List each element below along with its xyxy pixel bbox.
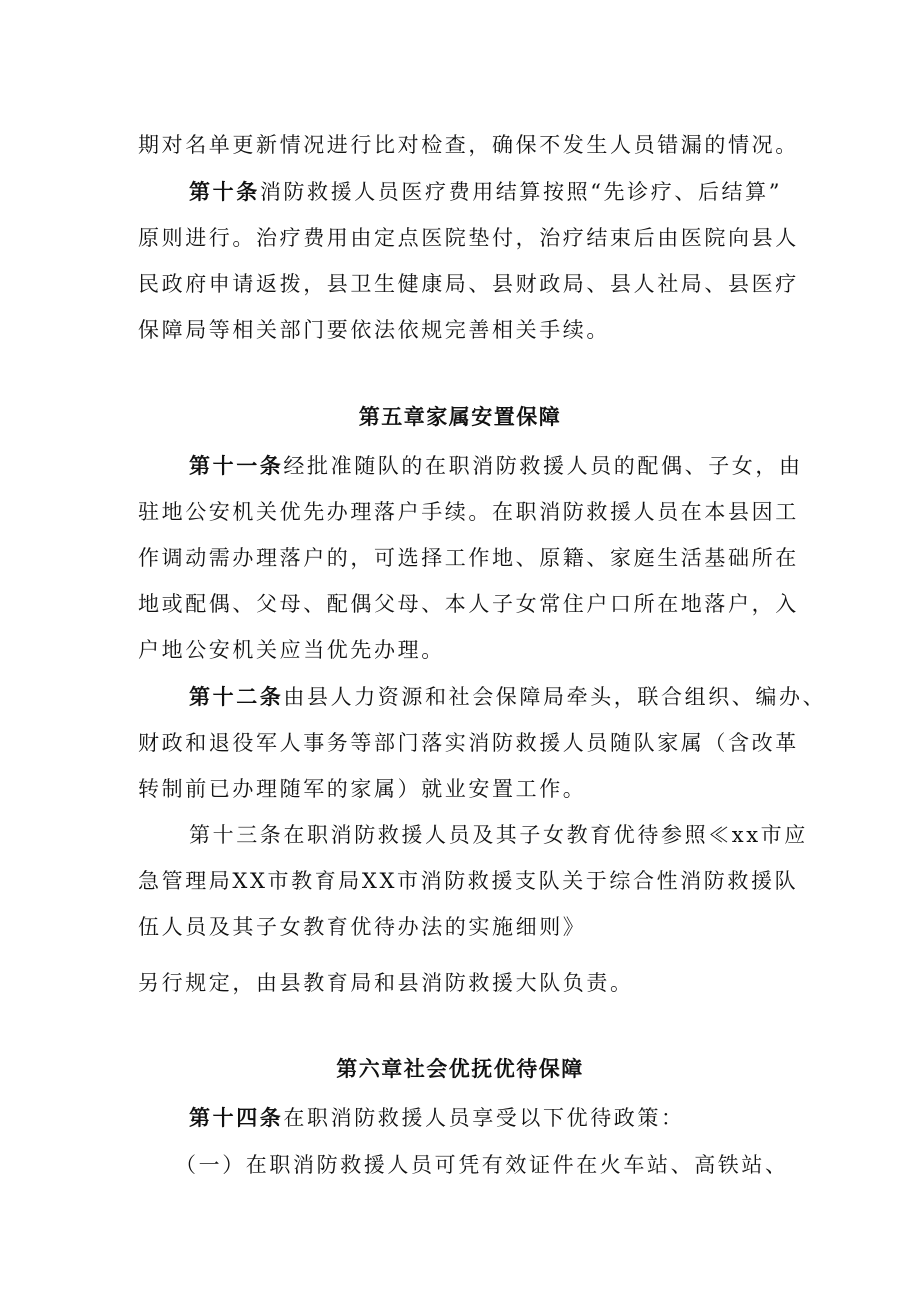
line-text: 民政府申请返拨，县卫生健康局、县财政局、县人社局、县医疗 xyxy=(138,272,799,296)
paragraph-line xyxy=(138,968,634,998)
article-11-line xyxy=(189,451,803,481)
paragraph-line xyxy=(138,774,586,804)
line-text: 由县人力资源和社会保障局牵头，联合组织、编办、 xyxy=(283,685,827,709)
line-text: 在职消防救援人员享受以下优待政策： xyxy=(283,1106,685,1130)
paragraph-line xyxy=(138,912,586,942)
paragraph-line xyxy=(138,223,799,253)
line-text: 原则进行。治疗费用由定点医院垫付，治疗结束后由医院向县人 xyxy=(138,226,799,250)
paragraph-line xyxy=(175,1150,789,1180)
line-text: 驻地公安机关优先办理落户手续。在职消防救援人员在本县因工 xyxy=(138,500,799,524)
line-text: 期对名单更新情况进行比对检查，确保不发生人员错漏的情况。 xyxy=(138,133,799,157)
line-text: 保障局等相关部门要依法依规完善相关手续。 xyxy=(138,318,610,342)
paragraph-line xyxy=(138,497,799,527)
paragraph-line xyxy=(138,543,799,573)
paragraph-line xyxy=(138,315,610,345)
line-text: 第十三条在职消防救援人员及其子女教育优待参照≪xx市应 xyxy=(189,823,808,847)
paragraph-line xyxy=(138,866,798,896)
chapter-6-heading: 第六章社会优抚优待保障 xyxy=(336,1056,584,1081)
paragraph-line xyxy=(138,130,799,160)
line-text: 消防救援人员医疗费用结算按照“先诊疗、后结算” xyxy=(259,180,783,204)
line-text: 户地公安机关应当优先办理。 xyxy=(138,638,445,662)
paragraph-line xyxy=(138,728,799,758)
article-label: 第十二条 xyxy=(189,684,284,709)
paragraph-line xyxy=(138,269,799,299)
line-text: 财政和退役军人事务等部门落实消防救援人员随队家属（含改革 xyxy=(138,731,799,755)
paragraph-line xyxy=(138,635,445,665)
article-12-line xyxy=(189,682,826,712)
article-14-line xyxy=(189,1103,685,1133)
paragraph-line xyxy=(138,589,799,619)
line-text: （一）在职消防救援人员可凭有效证件在火车站、高铁站、 xyxy=(175,1153,789,1177)
line-text: 作调动需办理落户的，可选择工作地、原籍、家庭生活基础所在 xyxy=(138,546,799,570)
line-text: 地或配偶、父母、配偶父母、本人子女常住户口所在地落户，入 xyxy=(138,592,799,616)
article-label: 第十条 xyxy=(189,179,260,204)
article-10-line xyxy=(189,177,782,207)
article-13-line xyxy=(189,820,808,850)
line-text: 另行规定，由县教育局和县消防救援大队负责。 xyxy=(138,971,634,995)
line-text: 经批准随队的在职消防救援人员的配偶、子女，由 xyxy=(283,454,803,478)
chapter-5-heading: 第五章家属安置保障 xyxy=(358,404,562,429)
line-text: 伍人员及其子女教育优待办法的实施细则》 xyxy=(138,915,587,939)
article-label: 第十四条 xyxy=(189,1105,284,1130)
article-label: 第十一条 xyxy=(189,453,284,478)
line-text: 转制前已办理随军的家属）就业安置工作。 xyxy=(138,777,587,801)
line-text: 急管理局XX市教育局XX市消防救援支队关于综合性消防救援队 xyxy=(138,869,799,893)
